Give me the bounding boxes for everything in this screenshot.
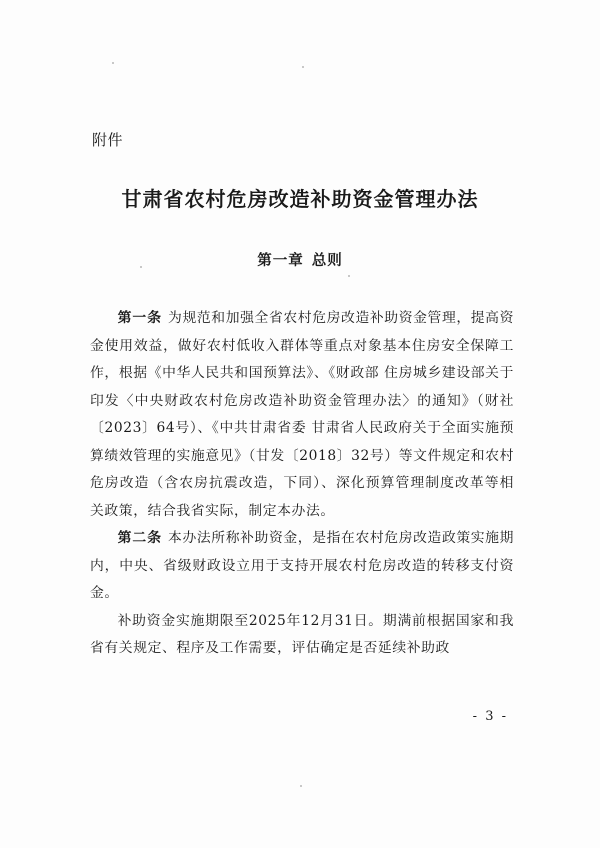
chapter-heading [0,249,600,270]
article-text: 本办法所称补助资金，是指在农村危房改造政策实施期内，中央、省级财政设立用于支持开展农村危房改造的转移支付资金。 [90,530,514,601]
article-paragraph [90,525,514,608]
article-paragraph [90,305,514,525]
article-label: 第一条 [117,310,163,326]
page-number: - 3 - [472,709,508,724]
scan-speck [348,275,350,277]
document-title: 甘肃省农村危房改造补助资金管理办法 [121,187,479,211]
body-paragraph: 补助资金实施期限至2025年12月31日。期满前根据国家和我省有关规定、程序及工作需要，评估确定是否延续补助政 [90,612,514,656]
scan-speck [112,62,114,64]
attachment-label: 附件 [92,131,124,149]
chapter-number: 第一章 [257,253,304,269]
document-body [90,305,514,663]
article-label: 第二条 [117,530,163,546]
article-text: 为规范和加强全省农村危房改造补助资金管理，提高资金使用效益，做好农村低收入群体等重点对象基本住房安全保障工作，根据《中华人民共和国预算法》、《财政部 住房城乡建设部关于印发〈中央财政农村危房改造补助资金管理办法〉的通知》（财社〔2023〕64号）、《中共甘肃省委 甘肃省人民政府关于全面实施预算绩效管理的实施意见》（甘发〔2018〕32号）等文件规定和农村危房改造（含农房抗震改造，下同）、深化预算管理制度改革等相关政策，结合我省实际，制定本办法。 [90,310,514,519]
scan-speck [300,785,302,787]
chapter-name: 总则 [311,253,343,269]
scan-speck [302,66,304,68]
